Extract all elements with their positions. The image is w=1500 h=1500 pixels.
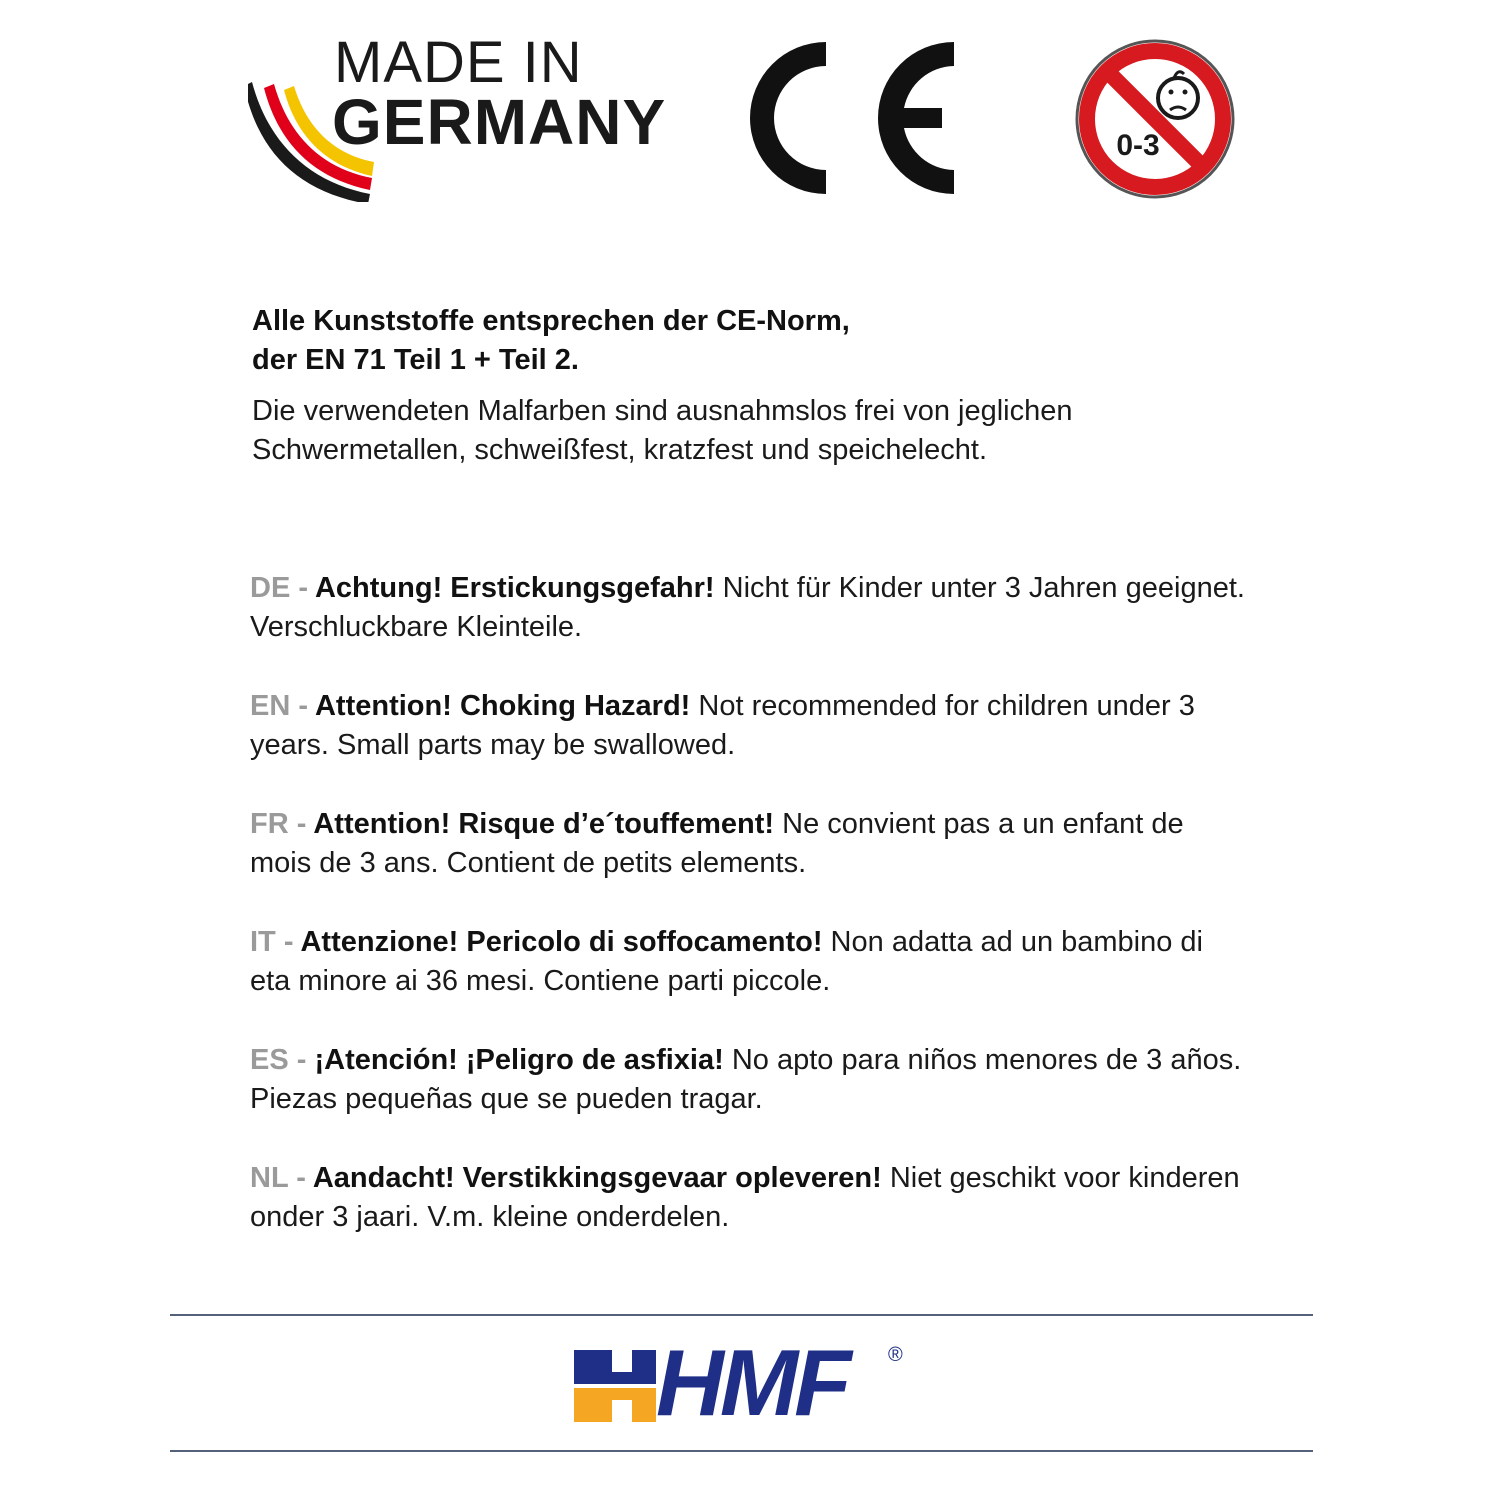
warning-nl bbox=[250, 1159, 1250, 1237]
warning-fr bbox=[250, 805, 1250, 883]
warning-es bbox=[250, 1041, 1250, 1119]
divider-bottom bbox=[170, 1450, 1313, 1452]
age-restriction-label: 0-3 bbox=[1116, 129, 1160, 162]
warning-text: No apto para niños menores de 3 años. Piezas pequeñas que se pueden tragar. bbox=[250, 1044, 1242, 1115]
ce-mark-icon bbox=[738, 38, 960, 198]
warning-headline: Attention! Risque d’e´touffement! bbox=[313, 808, 775, 840]
warning-text: Nicht für Kinder unter 3 Jahren geeignet. Verschluckbare Kleinteile. bbox=[250, 572, 1245, 643]
norm-body bbox=[252, 392, 1252, 470]
hmf-brand-icon bbox=[570, 1340, 660, 1424]
warning-text: Niet geschikt voor kinderen onder 3 jaari. V.m. kleine onderdelen. bbox=[250, 1162, 1240, 1233]
language-code: FR - bbox=[250, 808, 314, 840]
warning-headline: ¡Atención! ¡Peligro de asfixia! bbox=[314, 1044, 724, 1076]
warning-text: Ne convient pas a un enfant de mois de 3 ans. Contient de petits elements. bbox=[250, 808, 1184, 879]
language-code: ES - bbox=[250, 1044, 315, 1076]
hmf-logo-text: HMF bbox=[656, 1330, 848, 1435]
logo-bar bbox=[0, 0, 1500, 230]
norm-body-line: Die verwendeten Malfarben sind ausnahmslos frei von jeglichen bbox=[252, 395, 1073, 427]
warning-headline: Achtung! Erstickungsgefahr! bbox=[314, 572, 715, 604]
divider-top bbox=[170, 1314, 1313, 1316]
norm-title-line: Alle Kunststoffe entsprechen der CE-Norm, bbox=[252, 305, 850, 337]
warning-it bbox=[250, 923, 1250, 1001]
registered-mark: ® bbox=[888, 1344, 903, 1366]
warning-de bbox=[250, 569, 1250, 647]
made-in-text: MADE IN bbox=[334, 30, 583, 95]
norm-body-line: Schwermetallen, schweißfest, kratzfest und speichelecht. bbox=[252, 434, 987, 466]
language-code: NL - bbox=[250, 1162, 313, 1194]
norm-title-line: der EN 71 Teil 1 + Teil 2. bbox=[252, 344, 579, 376]
warning-headline: Aandacht! Verstikkingsgevaar opleveren! bbox=[312, 1162, 882, 1194]
warning-headline: Attenzione! Pericolo di soffocamento! bbox=[300, 926, 823, 958]
warning-en bbox=[250, 687, 1250, 765]
made-in-germany-logo bbox=[248, 30, 667, 207]
warning-text: Not recommended for children under 3 years. Small parts may be swallowed. bbox=[250, 690, 1195, 761]
warnings-list bbox=[250, 569, 1250, 1277]
germany-text: GERMANY bbox=[332, 86, 667, 158]
language-code: DE - bbox=[250, 572, 315, 604]
no-children-under-3-icon bbox=[1074, 38, 1236, 200]
language-code: IT - bbox=[250, 926, 301, 958]
warning-text: Non adatta ad un bambino di eta minore ai 36 mesi. Contiene parti piccole. bbox=[250, 926, 1203, 997]
warning-headline: Attention! Choking Hazard! bbox=[314, 690, 691, 722]
norm-title bbox=[252, 302, 1252, 380]
language-code: EN - bbox=[250, 690, 315, 722]
norm-section bbox=[252, 302, 1252, 470]
